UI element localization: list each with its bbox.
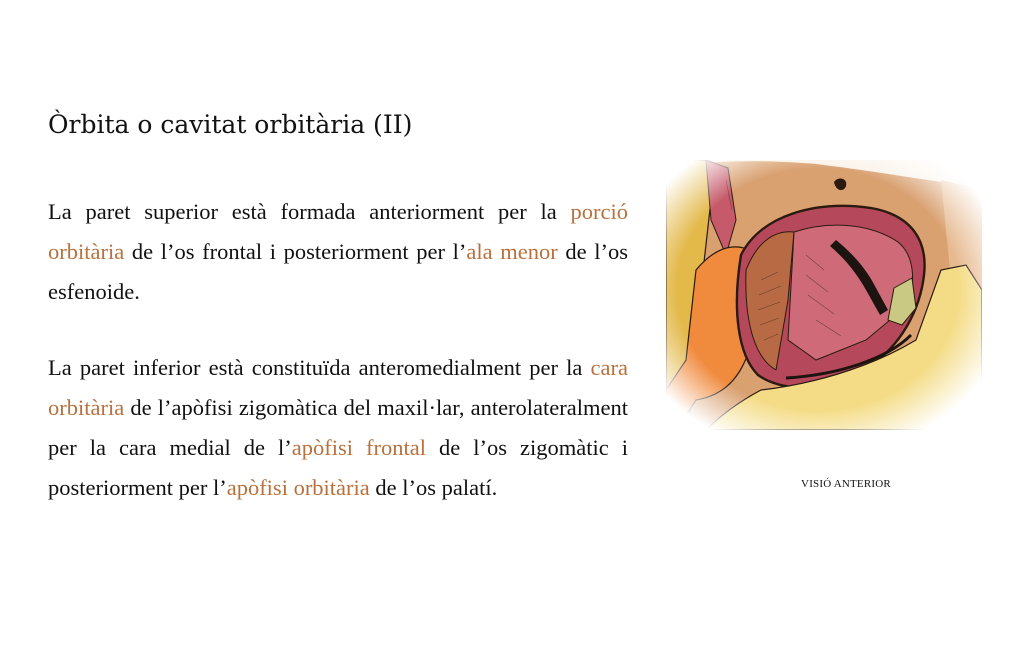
orbit-drawing <box>666 160 982 430</box>
text-run: de l’os palatí. <box>369 475 498 500</box>
body-text <box>48 192 628 508</box>
edge-fade <box>666 160 982 430</box>
highlight-term: apòfisi frontal <box>291 435 426 460</box>
highlight-term: apòfisi orbitària <box>226 475 370 500</box>
page-title: Òrbita o cavitat orbitària (II) <box>48 110 413 139</box>
highlight-term: porció orbitària <box>48 199 628 264</box>
highlight-term: ala menor <box>466 239 558 264</box>
text-run: La paret inferior està constituïda anteromedialment per la <box>48 355 591 380</box>
highlight-term: cara orbitària <box>48 355 628 420</box>
figure-caption: VISIÓ ANTERIOR <box>801 478 891 490</box>
text-run: de l’os frontal i posteriorment per l’ <box>124 239 467 264</box>
text-run: de l’os esfenoide. <box>48 239 628 304</box>
text-run: La paret superior està formada anteriorment per la <box>48 199 571 224</box>
paragraph-superior-wall <box>48 192 628 312</box>
paragraph-inferior-wall <box>48 348 628 508</box>
text-run: de l’os zigomàtic i posteriorment per l’ <box>48 435 628 500</box>
orbit-illustration <box>666 160 982 430</box>
text-run: de l’apòfisi zigomàtica del maxil·lar, anterolateralment per la cara medial de l’ <box>48 395 628 460</box>
